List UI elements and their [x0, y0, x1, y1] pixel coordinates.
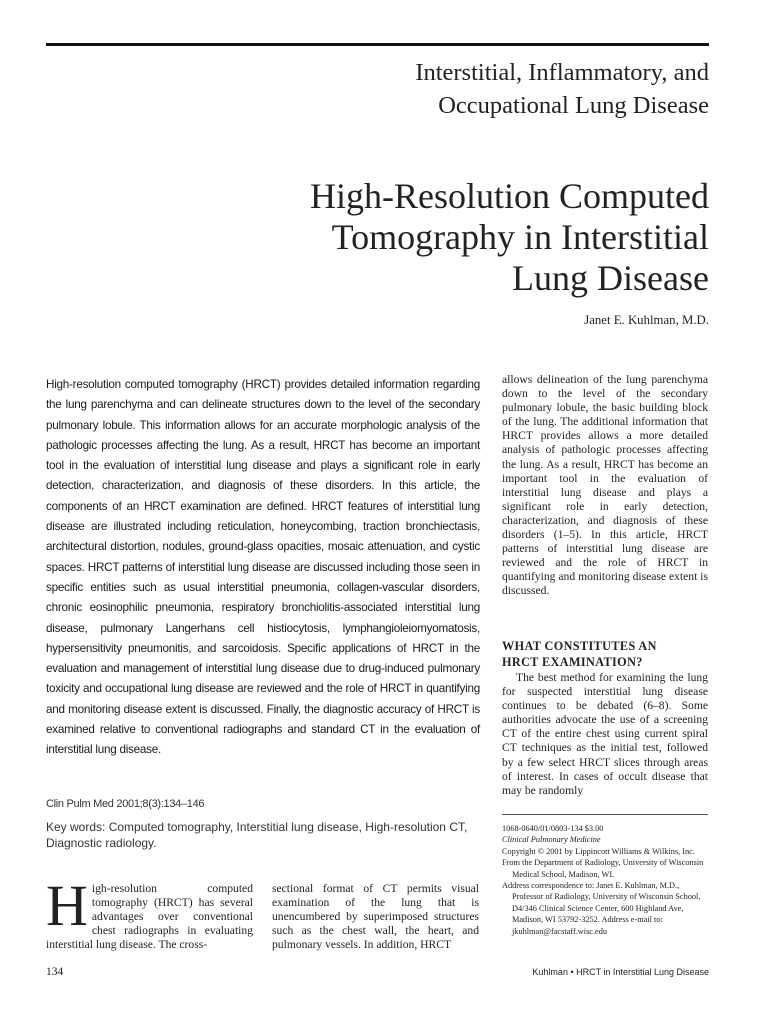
- footnote-correspondence: Address correspondence to: Janet E. Kuhlman, M.D., Professor of Radiology, University of Wisconsin School, D4/346 Clinical Science Center, 600 Highland Ave, Madison, WI 53792-3252. Address e-mail to: jkuhlman@facstaff.wisc.edu: [502, 881, 701, 936]
- drop-cap: H: [46, 873, 88, 938]
- article-title-line: Tomography in Interstitial: [331, 217, 709, 257]
- footnote-copyright: Copyright © 2001 by Lippincott Williams & Wilkins, Inc.: [502, 846, 695, 856]
- running-head: Kuhlman • HRCT in Interstitial Lung Disease: [532, 967, 709, 977]
- body-column-middle: sectional format of CT permits visual examination of the lung that is unencumbered by superimposed structures such as the chest wall, the heart, and pulmonary vessels. In addition, HRCT: [272, 882, 479, 952]
- section-heading-line: HRCT EXAMINATION?: [502, 655, 643, 669]
- section-heading: [502, 638, 708, 670]
- section-heading-line: WHAT CONSTITUTES AN: [502, 639, 657, 653]
- article-title-line: High-Resolution Computed: [310, 176, 709, 216]
- section-title: [149, 56, 709, 122]
- footnote-affiliation: From the Department of Radiology, University of Wisconsin Medical School, Madison, WI.: [502, 858, 704, 879]
- body-column-left: [46, 873, 253, 952]
- body-column-right: allows delineation of the lung parenchyma down to the level of the secondary pulmonary lobule, the basic building block of the lung. The additional information that HRCT provides allows a more detailed analysis of pathologic processes affecting the lung. As a result, HRCT has become an important tool in the evaluation of interstitial lung disease and plays a significant role in early detection, characterization, and diagnosis of these disorders (1–5). In this article, HRCT patterns of interstitial lung disease are reviewed and the role of HRCT in quantifying and monitoring disease extent is discussed.: [502, 373, 708, 598]
- body-text: igh-resolution computed tomography (HRCT) has several advantages over conventional chest radiographs in evaluating interstitial lung disease. The cross-: [46, 882, 253, 952]
- body-column-right-continued: The best method for examining the lung for suspected interstitial lung disease continues to be debated (6–8). Some authorities advocate the use of a screening CT of the entire chest using current spiral CT techniques as the initial test, followed by a few select HRCT slices through areas of interest. In cases of occult disease that may be randomly: [502, 671, 708, 797]
- footnotes: [502, 823, 710, 937]
- citation: Clin Pulm Med 2001;8(3):134–146: [46, 798, 205, 810]
- article-title-line: Lung Disease: [512, 258, 709, 298]
- article-title: [69, 176, 709, 299]
- footnote-journal: Clinical Pulmonary Medicine: [502, 835, 601, 845]
- footnote-issn: 1068-0640/01/0803-134 $3.00: [502, 824, 604, 833]
- section-title-line: Occupational Lung Disease: [438, 92, 709, 119]
- abstract: High-resolution computed tomography (HRCT) provides detailed information regarding the lung parenchyma and can delineate structures down to the level of the secondary pulmonary lobule. This information allows for an accurate morphologic analysis of the pathologic processes affecting the lung. As a result, HRCT has become an important tool in the evaluation of interstitial lung disease and plays a significant role in early detection, characterization, and diagnosis of these disorders. In this article, the components of an HRCT examination are defined. HRCT features of interstitial lung disease are illustrated including reticulation, honeycombing, traction bronchiectasis, architectural distortion, nodules, ground-glass opacities, mosaic attenuation, and cystic spaces. HRCT patterns of interstitial lung disease are discussed including those seen in specific entities such as usual interstitial pneumonia, collagen-vascular disorders, chronic eosinophilic pneumonia, respiratory bronchiolitis-associated interstitial lung disease, pulmonary Langerhans cell histiocytosis, lymphangioleiomyomatosis, hypersensitivity pneumonitis, and sarcoidosis. Specific applications of HRCT in the evaluation and management of interstitial lung disease due to drug-induced pulmonary toxicity and occupational lung disease are reviewed and the role of HRCT in quantifying and monitoring disease extent is discussed. Finally, the diagnostic accuracy of HRCT is examined relative to conventional radiographs and standard CT in the evaluation of interstitial lung disease.: [46, 378, 480, 757]
- header-rule: [46, 43, 709, 46]
- keywords: Key words: Computed tomography, Interstitial lung disease, High-resolution CT, Diagnostic radiology.: [46, 820, 468, 850]
- footnote-rule: [502, 814, 708, 815]
- section-title-line: Interstitial, Inflammatory, and: [415, 59, 709, 86]
- page-number: 134: [46, 966, 64, 978]
- author-name: Janet E. Kuhlman, M.D.: [584, 313, 709, 327]
